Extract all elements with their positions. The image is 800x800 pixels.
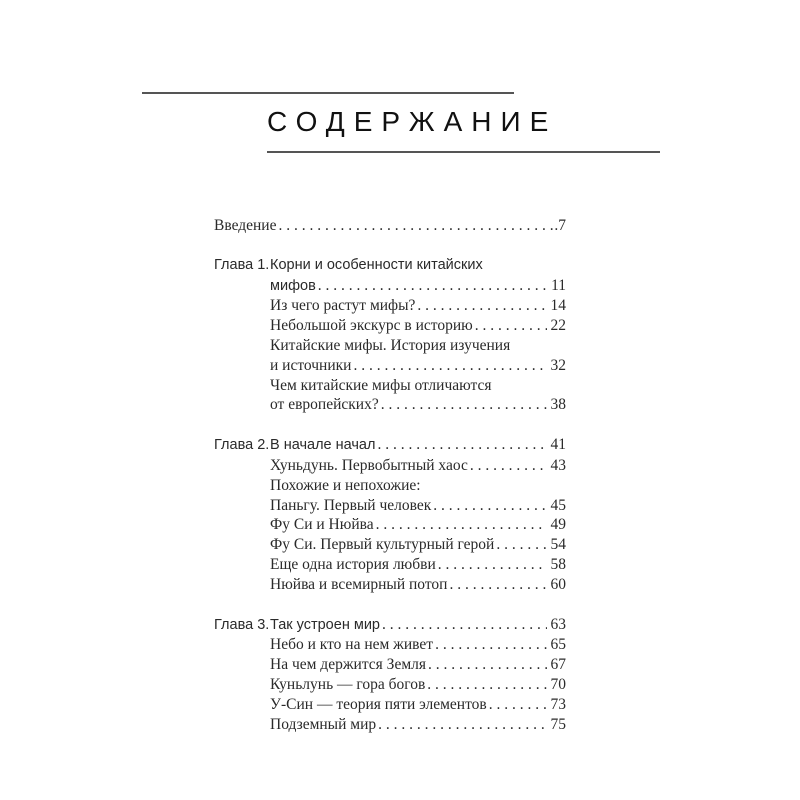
- section-page: 49: [550, 516, 566, 534]
- toc-section[interactable]: [214, 575, 566, 595]
- title-underline: [267, 151, 660, 153]
- section-page: 32: [550, 356, 566, 374]
- toc-entry-page: 63: [550, 615, 566, 633]
- section-page: 45: [550, 496, 566, 514]
- chapter-prefix: Глава 2.: [214, 437, 270, 454]
- section-label: Фу Си и Нюйва: [270, 516, 374, 534]
- section-label: Фу Си. Первый культурный герой: [270, 536, 495, 554]
- section-page: 70: [550, 675, 566, 693]
- toc-section-line1[interactable]: Чем китайские мифы отличаются: [270, 376, 492, 394]
- section-page: 54: [550, 536, 566, 554]
- section-label: Из чего растут мифы?: [270, 297, 416, 315]
- chapter-prefix: Глава 1.: [214, 256, 270, 273]
- leader-dots: [378, 715, 546, 735]
- section-label: Нюйва и всемирный потоп: [270, 575, 448, 593]
- leader-dots: [382, 615, 547, 635]
- chapter-title: Корни и особенности китайских: [270, 256, 483, 273]
- section-label: Подземный мир: [270, 715, 377, 733]
- section-label: У-Син — теория пяти элементов: [270, 695, 487, 713]
- leader-dots: [353, 356, 546, 376]
- chapter-2-heading[interactable]: [214, 435, 566, 456]
- toc-section[interactable]: [214, 496, 566, 516]
- leader-dots: [489, 695, 547, 715]
- section-page: 75: [550, 715, 566, 733]
- toc-section-line1[interactable]: Похожие и непохожие:: [270, 476, 421, 494]
- section-label: На чем держится Земля: [270, 656, 426, 674]
- section-label: Небо и кто на нем живет: [270, 636, 434, 654]
- section-page: 14: [550, 297, 566, 315]
- leader-dots: [438, 555, 547, 575]
- section-page: 73: [550, 695, 566, 713]
- page-title: СОДЕРЖАНИЕ: [267, 106, 558, 137]
- section-label: Хуньдунь. Первобытный хаос: [270, 456, 468, 474]
- toc-section[interactable]: [214, 456, 566, 476]
- section-page: 43: [550, 456, 566, 474]
- section-page: 67: [550, 656, 566, 674]
- toc-section[interactable]: [214, 655, 566, 675]
- section-label: Куньлунь — гора богов: [270, 675, 426, 693]
- chapter-title-cont: мифов: [270, 277, 316, 294]
- section-page: 58: [550, 555, 566, 573]
- top-divider: [142, 92, 514, 94]
- leader-dots: [470, 456, 547, 476]
- chapter-1-heading-line1[interactable]: [214, 256, 566, 276]
- chapter-title: Так устроен мир: [270, 616, 380, 633]
- toc-section[interactable]: [214, 635, 566, 655]
- toc-section-line1[interactable]: Китайские мифы. История изучения: [270, 336, 511, 354]
- leader-dots: [427, 675, 546, 695]
- leader-dots: [278, 216, 556, 236]
- leader-dots: [377, 435, 546, 455]
- toc-section[interactable]: [214, 356, 566, 376]
- toc-entry-page: 11: [551, 276, 566, 294]
- toc-section[interactable]: [214, 715, 566, 735]
- toc-entry-page: .7: [554, 217, 566, 234]
- leader-dots: [417, 296, 546, 316]
- toc-section[interactable]: [214, 515, 566, 535]
- section-page: 38: [550, 396, 566, 414]
- leader-dots: [449, 575, 546, 595]
- leader-dots: [475, 316, 547, 336]
- section-page: 22: [550, 317, 566, 335]
- toc-section[interactable]: [214, 296, 566, 316]
- chapter-title: В начале начал: [270, 437, 376, 454]
- toc-section[interactable]: [214, 675, 566, 695]
- leader-dots: [376, 515, 547, 535]
- toc-section[interactable]: [214, 395, 566, 415]
- section-label: Еще одна история любви: [270, 555, 436, 573]
- leader-dots: [381, 395, 547, 415]
- toc-entry-label: Введение: [214, 217, 277, 234]
- section-label: от европейских?: [270, 396, 379, 414]
- leader-dots: [318, 276, 547, 296]
- section-page: 60: [550, 575, 566, 593]
- section-label: Паньгу. Первый человек: [270, 496, 432, 514]
- leader-dots: [435, 635, 546, 655]
- toc-section[interactable]: [214, 555, 566, 575]
- leader-dots: [433, 496, 546, 516]
- table-of-contents: [214, 216, 566, 734]
- toc-section[interactable]: [214, 535, 566, 555]
- chapter-prefix: Глава 3.: [214, 616, 270, 633]
- chapter-1-heading-line2[interactable]: [214, 276, 566, 297]
- toc-entry-intro[interactable]: [214, 216, 566, 236]
- section-page: 65: [550, 636, 566, 654]
- chapter-3-heading[interactable]: [214, 615, 566, 636]
- section-label: Небольшой экскурс в историю: [270, 317, 473, 335]
- toc-entry-page: 41: [550, 436, 566, 454]
- leader-dots: [496, 535, 546, 555]
- toc-section[interactable]: [214, 316, 566, 336]
- leader-dots: [428, 655, 547, 675]
- section-label: и источники: [270, 356, 352, 374]
- toc-section[interactable]: [214, 695, 566, 715]
